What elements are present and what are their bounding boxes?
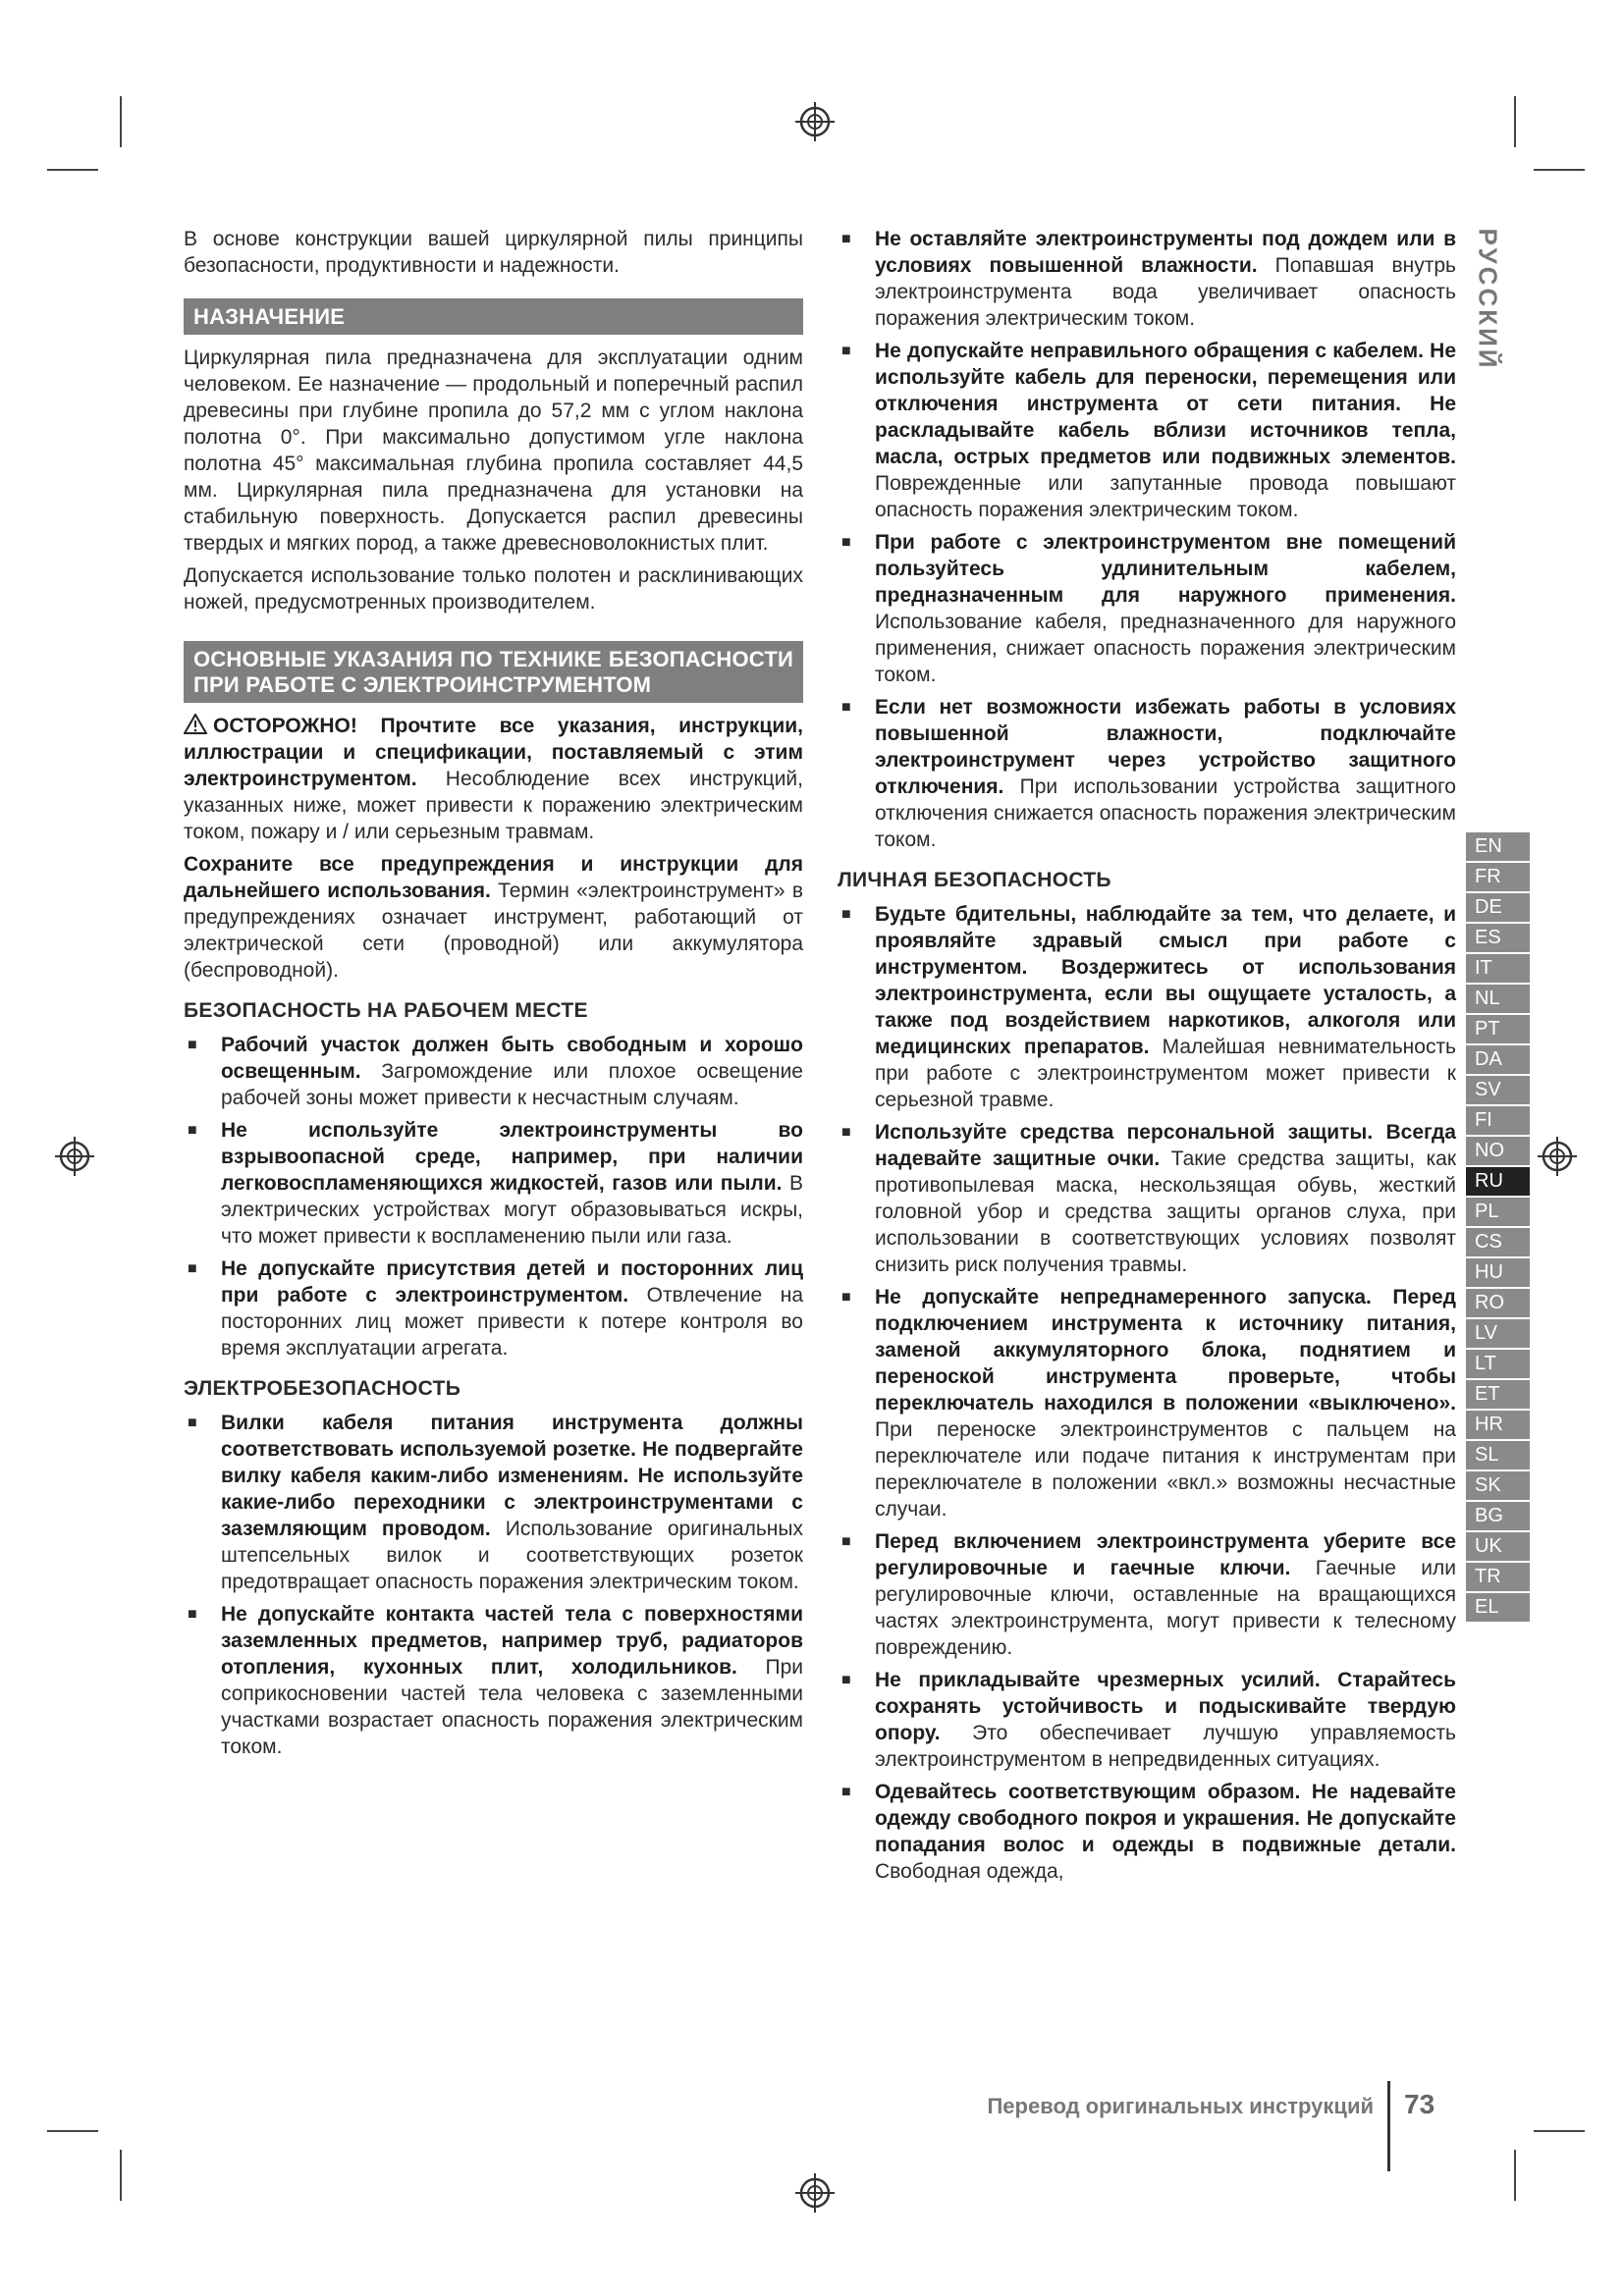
item-bold: Не используйте электроинструменты во взрывоопасной среде, например, при наличии легковоспламеняющихся жидкостей, газов или пыли. [221, 1119, 803, 1195]
bullet-icon: ■ [188, 1415, 197, 1431]
language-tab-cs[interactable]: CS [1466, 1228, 1530, 1256]
item-text: Поврежденные или запутанные провода повышают опасность поражения электрическим током. [875, 472, 1456, 521]
bullet-icon: ■ [188, 1260, 197, 1277]
language-tab-lt[interactable]: LT [1466, 1350, 1530, 1378]
registration-mark-icon [1536, 1135, 1579, 1178]
language-tab-ru[interactable]: RU [1466, 1167, 1530, 1196]
item-bold: Не оставляйте электроинструменты под дождем или в условиях повышенной влажности. [875, 228, 1456, 277]
item-text: Загромождение или плохое освещение рабочей зоны может привести к несчастным случаям. [221, 1060, 803, 1109]
language-tab-sl[interactable]: SL [1466, 1441, 1530, 1469]
item-text: Попавшая внутрь электроинструмента вода увеличивает опасность поражения электрическим током. [875, 254, 1456, 330]
intro-paragraph: В основе конструкции вашей циркулярной пилы принципы безопасности, продуктивности и надежности. [184, 228, 803, 277]
registration-mark-icon [53, 1135, 96, 1178]
language-tab-sk[interactable]: SK [1466, 1471, 1530, 1500]
language-tab-sv[interactable]: SV [1466, 1076, 1530, 1104]
bullet-icon: ■ [188, 1606, 197, 1623]
subheading-workplace: БЕЗОПАСНОСТЬ НА РАБОЧЕМ МЕСТЕ [184, 999, 588, 1022]
language-tab-pt[interactable]: PT [1466, 1015, 1530, 1043]
bullet-icon: ■ [188, 1122, 197, 1139]
warning-text: Несоблюдение всех инструкций, указанных ниже, может привести к поражению электрическим током, пожару и / или серьезным травмам. [184, 768, 803, 843]
item-text: В электрических устройствах могут образовываться искры, что может привести к воспламенению пыли или газа. [221, 1172, 803, 1248]
crop-mark [1514, 96, 1516, 147]
electric-list-continued [838, 226, 1456, 853]
item-bold: Если нет возможности избежать работы в условиях повышенной влажности, подключайте электроинструмент через устройство защитного отключения. [875, 696, 1456, 798]
warning-paragraph [184, 713, 803, 845]
language-tab-ro[interactable]: RO [1466, 1289, 1530, 1317]
language-tab-uk[interactable]: UK [1466, 1532, 1530, 1561]
subheading-electric: ЭЛЕКТРОБЕЗОПАСНОСТЬ [184, 1377, 461, 1400]
save-paragraph [184, 851, 803, 984]
purpose-paragraph-2: Допускается использование только полотен и расклинивающих ножей, предусмотренных производителем. [184, 564, 803, 614]
language-tab-fi[interactable]: FI [1466, 1106, 1530, 1135]
item-bold: Не допускайте контакта частей тела с поверхностями заземленных предметов, например труб, радиаторов отопления, кухонных плит, холодильников. [221, 1603, 803, 1679]
bullet-icon: ■ [841, 231, 851, 247]
language-tab-pl[interactable]: PL [1466, 1198, 1530, 1226]
item-bold: Одевайтесь соответствующим образом. Не надевайте одежду свободного покроя и украшения. Не допускайте попадания волос и одежды в подвижные детали. [875, 1781, 1456, 1856]
workplace-list [184, 1032, 803, 1362]
list-item [838, 901, 1456, 1113]
registration-mark-icon [793, 2171, 837, 2215]
save-bold: Сохраните все предупреждения и инструкции для дальнейшего использования. [184, 853, 803, 902]
language-tab-de[interactable]: DE [1466, 893, 1530, 922]
list-item [838, 1667, 1456, 1773]
bullet-icon: ■ [188, 1037, 197, 1053]
save-text: Термин «электроинструмент» в предупреждениях означает инструмент, работающий от электрической сети (проводной) или аккумулятора (беспроводной). [184, 880, 803, 982]
item-text: При использовании устройства защитного отключения снижается опасность поражения электрическим током. [875, 775, 1456, 851]
language-tab-en[interactable]: EN [1466, 832, 1530, 861]
list-item [838, 1528, 1456, 1661]
page-number: 73 [1404, 2089, 1435, 2119]
item-text: Отвлечение на посторонних лиц может привести к потере контроля во время эксплуатации агрегата. [221, 1284, 803, 1360]
crop-mark [1514, 2150, 1516, 2201]
item-bold: При работе с электроинструментом вне помещений пользуйтесь удлинительным кабелем, предназначенным для наружного применения. [875, 531, 1456, 607]
item-text: Гаечные или регулировочные ключи, оставленные на вращающихся частях электроинструмента, могут привести к телесному повреждению. [875, 1557, 1456, 1659]
language-tabs [1466, 832, 1530, 1624]
language-tab-et[interactable]: ET [1466, 1380, 1530, 1409]
language-tab-it[interactable]: IT [1466, 954, 1530, 983]
footer-divider [1387, 2081, 1390, 2171]
item-bold: Перед включением электроинструмента уберите все регулировочные и гаечные ключи. [875, 1530, 1456, 1579]
item-text: Это обеспечивает лучшую управляемость электроинструментом в непредвиденных ситуациях. [875, 1722, 1456, 1771]
list-item [838, 226, 1456, 332]
bullet-icon: ■ [841, 1533, 851, 1550]
language-tab-bg[interactable]: BG [1466, 1502, 1530, 1530]
item-bold: Будьте бдительны, наблюдайте за тем, что делаете, и проявляйте здравый смысл при работе с инструментом. Воздержитесь от использования электроинструмента, если вы ощущаете усталость, а также под воздействием наркотиков, алкоголя или медицинских препаратов. [875, 903, 1456, 1058]
section-banner-general-safety: ОСНОВНЫЕ УКАЗАНИЯ ПО ТЕХНИКЕ БЕЗОПАСНОСТИ ПРИ РАБОТЕ С ЭЛЕКТРОИНСТРУМЕНТОМ [184, 641, 803, 703]
registration-mark-icon [793, 100, 837, 143]
crop-mark [120, 2150, 122, 2201]
bullet-icon: ■ [841, 1289, 851, 1306]
language-tab-lv[interactable]: LV [1466, 1319, 1530, 1348]
item-bold: Вилки кабеля питания инструмента должны соответствовать используемой розетке. Не подвергайте вилку кабеля каким-либо изменениям. Не используйте какие-либо переходники с электроинструментами с заземляющим проводом. [221, 1412, 803, 1540]
list-item [184, 1117, 803, 1250]
bullet-icon: ■ [841, 699, 851, 716]
list-item [184, 1410, 803, 1595]
item-text: Такие средства защиты, как противопылевая маска, нескользящая обувь, жесткий головной убор и средства защиты органов слуха, при использовании в соответствующих условиях позволят снизить риск получения травмы. [875, 1148, 1457, 1276]
language-tab-da[interactable]: DA [1466, 1045, 1530, 1074]
item-text: Использование кабеля, предназначенного для наружного применения, снижает опасность поражения электрическим током. [875, 611, 1456, 686]
footer-text: Перевод оригинальных инструкций [987, 2094, 1374, 2118]
list-item [838, 338, 1456, 523]
language-tab-fr[interactable]: FR [1466, 863, 1530, 891]
warning-bold: ОСТОРОЖНО! Прочтите все указания, инструкции, иллюстрации и спецификации, поставляемый с этим электроинструментом. [184, 715, 803, 790]
crop-mark [120, 96, 122, 147]
language-tab-hr[interactable]: HR [1466, 1411, 1530, 1439]
language-title [1473, 228, 1502, 404]
language-tab-nl[interactable]: NL [1466, 985, 1530, 1013]
item-bold: Не допускайте присутствия детей и посторонних лиц при работе с электроинструментом. [221, 1257, 803, 1307]
list-item [838, 1284, 1456, 1522]
purpose-paragraph: Циркулярная пила предназначена для эксплуатации одним человеком. Ее назначение — продольный и поперечный распил древесины при глубине пропила до 57,2 мм с углом наклона полотна 0°. При максимально допустимом угле наклона полотна 45° максимальная глубина пропила составляет 44,5 мм. Циркулярная пила предназначена для установки на стабильную поверхность. Допускается распил древесины твердых и мягких пород, а также древесноволокнистых плит. [184, 347, 803, 555]
list-item [838, 529, 1456, 688]
language-tab-no[interactable]: NO [1466, 1137, 1530, 1165]
item-text: При соприкосновении частей тела человека с заземленными участками возрастает опасность поражения электрическим током. [221, 1656, 803, 1758]
list-item [184, 1601, 803, 1760]
crop-mark [1534, 2130, 1585, 2132]
language-tab-hu[interactable]: HU [1466, 1258, 1530, 1287]
bullet-icon: ■ [841, 1124, 851, 1141]
crop-mark [47, 2130, 98, 2132]
bullet-icon: ■ [841, 534, 851, 551]
crop-mark [1534, 169, 1585, 171]
list-item [184, 1255, 803, 1362]
personal-list [838, 901, 1456, 1885]
item-bold: Рабочий участок должен быть свободным и хорошо освещенным. [221, 1034, 803, 1083]
bullet-icon: ■ [841, 1784, 851, 1800]
item-bold: Используйте средства персональной защиты. Всегда надевайте защитные очки. [875, 1121, 1456, 1170]
item-bold: Не допускайте непреднамеренного запуска. Перед подключением инструмента к источнику питания, заменой аккумуляторного блока, поднятием и переноской инструмента проверьте, чтобы переключатель находился в положении «выключено». [875, 1286, 1456, 1415]
item-text: Использование оригинальных штепсельных вилок и соответствующих розеток предотвращает опасность поражения электрическим током. [221, 1518, 803, 1593]
bullet-icon: ■ [841, 1672, 851, 1688]
item-text: При переноске электроинструментов с пальцем на переключателе или подаче питания к инструментам при переключателе в положении «вкл.» возможны несчастные случаи. [875, 1418, 1456, 1521]
electric-list [184, 1410, 803, 1760]
crop-mark [47, 169, 98, 171]
item-bold: Не прикладывайте чрезмерных усилий. Старайтесь сохранять устойчивость и подыскивайте твердую опору. [875, 1669, 1456, 1744]
section-banner-purpose: НАЗНАЧЕНИЕ [184, 298, 803, 335]
list-item [838, 694, 1456, 853]
list-item [838, 1779, 1456, 1885]
bullet-icon: ■ [841, 343, 851, 359]
warning-icon [184, 714, 207, 734]
item-text: Свободная одежда, [875, 1860, 1064, 1883]
language-tab-es[interactable]: ES [1466, 924, 1530, 952]
item-bold: Не допускайте неправильного обращения с кабелем. Не используйте кабель для переноски, перемещения или отключения инструмента от сети питания. Не раскладывайте кабель вблизи источников тепла, масла, острых предметов или подвижных элементов. [875, 340, 1456, 468]
left-column [184, 226, 803, 1766]
item-text: Малейшая невнимательность при работе с электроинструментом может привести к серьезной травме. [875, 1036, 1456, 1111]
list-item [838, 1119, 1456, 1278]
bullet-icon: ■ [841, 906, 851, 923]
language-title-text: РУССКИЙ [1473, 228, 1503, 371]
subheading-personal: ЛИЧНАЯ БЕЗОПАСНОСТЬ [838, 869, 1111, 891]
language-tab-tr[interactable]: TR [1466, 1563, 1530, 1591]
right-column [838, 226, 1456, 1891]
list-item [184, 1032, 803, 1111]
language-tab-el[interactable]: EL [1466, 1593, 1530, 1622]
